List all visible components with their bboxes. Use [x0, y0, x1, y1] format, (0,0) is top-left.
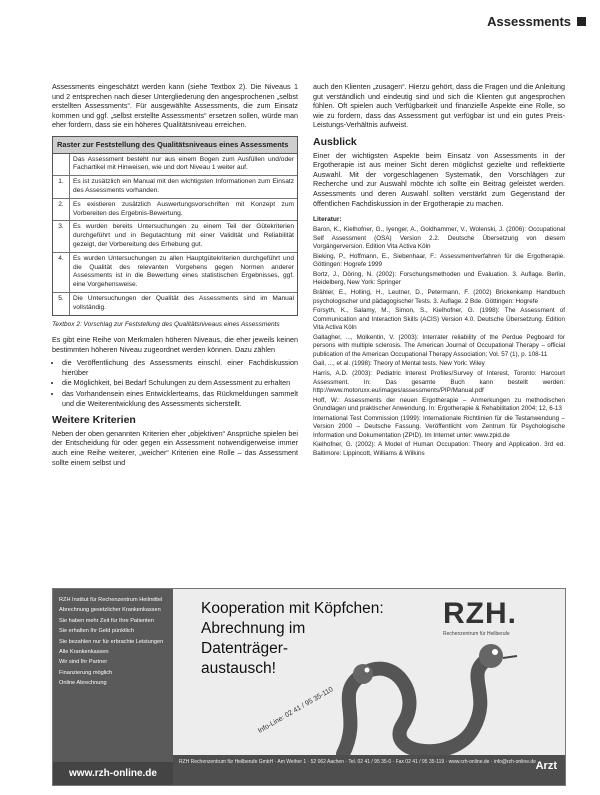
- literature-list: [313, 216, 565, 458]
- ad-sidebar-line: Sie bezahlen nur für erbrachte Leistungen: [59, 638, 164, 645]
- textbox-title: Raster zur Feststellung des Qualitätsniveaus eines Assessments: [53, 137, 297, 154]
- reference: Bortz, J., Döring, N. (2002): Forschungsmethoden und Evaluation. 3. Auflage. Berlin, Heidelberg, New York: Springer: [313, 271, 565, 287]
- textbox-2: [52, 136, 298, 316]
- ad-footer-text: RZH Rechenzentrum für Heilberufe GmbH · Am Weiher 1 · 52 062 Aachen · Tel. 02 41 / 95 35-0 · Fax 02 41 / 95 35-119 · www.rzh-online.de · info@rzh-online.de: [179, 759, 536, 765]
- ad-sidebar-line: Abrechnung gesetzlicher Krankenkassen: [59, 607, 161, 614]
- reference: Brähler, E., Holling, H., Leutner, D., Petermann, F. (2002) Brickenkamp Handbuch psychologischer und pädagogischer Tests. 3. Auflage. 2 Bde. Göttingen: Hogrefe: [313, 289, 565, 305]
- intro-paragraph: Assessments eingeschätzt werden kann (siehe Textbox 2). Die Niveaus 1 und 2 entsprechen nach dieser Untergliederung den angesprochenen „selbst erstellten Assessments“. Für ausgewählte Assessments, die zum Einsatz kommen und ggf. „selbst erstellte Assessments“ ersetzen sollen, würde man eher fordern, dass sie ein höheres Qualitätsniveau erreichen.: [52, 82, 298, 130]
- section-header: [487, 14, 586, 29]
- literature-heading: Literatur:: [313, 216, 342, 224]
- ad-sidebar-line: Sie erhalten Ihr Geld pünktlich: [59, 628, 134, 635]
- textbox-row: 4. Es wurden Untersuchungen zu allen Hauptgütekriterien durchgeführt und die Qualität des relevanten Vorgehens gegen Normen anderer Assessments ist in die Bewertung eines statistischen Ergebnisses, ggf. eine Vorgehensweise.: [53, 253, 297, 293]
- list-item: • die Veröffentlichung des Assessments einschl. einer Fachdiskussion hierüber: [62, 358, 298, 377]
- left-column: [52, 82, 298, 471]
- section-title: Assessments: [487, 14, 571, 29]
- ad-sidebar-line: Wir sind Ihr Partner: [59, 659, 108, 666]
- textbox-row: 1. Es ist zusätzlich ein Manual mit den wichtigsten Informationen zum Einsatz des Assessments vorhanden.: [53, 176, 297, 199]
- textbox-caption: Textbox 2: Vorschlag zur Feststellung des Qualitätsniveaus eines Assessments: [52, 320, 280, 328]
- ad-sidebar-line: RZH Institut für Rechenzentrum Heilmittel: [59, 597, 163, 603]
- ad-headline: Kooperation mit Köpfchen: Abrechnung im Datenträger- austausch!: [201, 600, 384, 677]
- ad-url-link[interactable]: www.rzh-online.de: [53, 762, 173, 785]
- advertisement[interactable]: [52, 588, 566, 786]
- reference: Harris, A.D. (2003): Pediatric Interest Profiles/Survey of Interest, Toronto: Harcourt Assessment. In: Das gesamte Buch kann bestellt werden: http://www.motoruxx.eu/images/assessments/PIP/Manual.pdf: [313, 370, 565, 394]
- paragraph: Einer der wichtigsten Aspekte beim Einsatz von Assessments in der Ergotherapie ist aus meiner Sicht deren möglichst gezielte und reflektierte Auswahl. Mit der vorgeschlagenen Systematik, den Vorschlägen zur Recherche und zur Auswahl möchte ich sollte ein Beitrag geleistet werden. Assessments und deren Auswahl sollten verstärkt zum Gegenstand der öffentlichen Fachdiskussion in der Ergotherapie zu machen.: [313, 150, 565, 208]
- heading-weitere-kriterien: Weitere Kriterien: [52, 414, 136, 427]
- reference: Gall, ..., et al. (1998): Theory of Mental tests. New York: Wiley: [313, 360, 485, 368]
- reference: Gallagher, ..., Molkentin, V. (2003): Interrater reliability of the Perdue Pegboard for persons with multiple sclerosis. The American Journal of Occupational Therapy – official publication of the American Occupational Therapy Association; Vol. 57 (1), p. 108-11: [313, 333, 565, 358]
- paragraph: auch den Klienten „zusagen“. Hierzu gehört, dass die Fragen und die Anleitung gut verständlich und eindeutig sind und sich die Klienten gut angesprochen fühlen. Oft spielen auch Verfügbarkeit und finanzielle Aspekte eine Rolle, so wie zu fordern, dass das Assessment gut verfügbar ist und ein gutes Preis-Leistungs-Verhältnis aufweist.: [313, 82, 565, 130]
- list-item: • die Möglichkeit, bei Bedarf Schulungen zu dem Assessment zu erhalten: [62, 378, 298, 388]
- textbox-row: 5. Die Untersuchungen der Qualität des Assessments sind im Manual vollständig.: [53, 293, 297, 315]
- ad-footer-logo: Arzt: [535, 760, 557, 772]
- reference: International Test Commission (1999): Internationale Richtlinien für die Testanwendung – Version 2000 – Deutsche Fassung. Veröffentlicht vom Zentrum für Psychologische Information und Dokumentation (ZPID). Im Internet unter: www.zpid.de: [313, 415, 565, 439]
- reference: Kielhofner, G. (2002): A Model of Human Occupation: Theory and Application. 3rd ed. Baltimore: Lippincott, Williams & Wilkins: [313, 441, 565, 457]
- ad-sidebar: [53, 589, 173, 785]
- paragraph: Es gibt eine Reihe von Merkmalen höheren Niveaus, die eher jeweils keinen bestimmten höheren Niveau zugeordnet werden können. Dazu zählen: [52, 335, 298, 354]
- textbox-row: Das Assessment besteht nur aus einem Bogen zum Ausfüllen und/oder Fachartikel mit Hinweisen, wie und dort Niveau 1 weiter auf.: [53, 154, 297, 177]
- right-column: [313, 82, 565, 460]
- ad-sidebar-line: Sie haben mehr Zeit für Ihre Patienten: [59, 617, 154, 624]
- heading-ausblick: Ausblick: [313, 135, 357, 148]
- ad-footer: [173, 755, 565, 785]
- rzh-logo: RZH. Rechenzentrum für Heilberufe: [443, 597, 517, 637]
- ad-sidebar-line: Online Abrechnung: [59, 680, 107, 687]
- snake-illustration-icon: [323, 634, 543, 764]
- list-item: • das Vorhandensein eines Entwicklerteams, das Rückmeldungen sammelt und die Weiterentwicklung des Assessments sicherstellt.: [62, 389, 298, 408]
- reference: Forsyth, K., Salamy, M., Simon, S., Kielhofner, G. (1998): The Assessment of Communication and Interaction Skills (ACIS) Version 4.0. Deutsche Übersetzung. Edition Vita Activa Köln: [313, 307, 565, 332]
- reference: Hoff, W.: Assessments der neuen Ergotherapie – Anmerkungen zu methodischen Grundlagen und praktischer Anwendung. In: Ergotherapie & Rehabilitation 2004; 12, 6-13: [313, 396, 565, 413]
- phone-info: Info-Line: 02 41 / 95 35-110: [256, 686, 335, 735]
- textbox-row: 2. Es existieren zusätzlich Auswertungsvorschriften mit Konzept zum Vorbereiten des Ergebnis-Bewertung.: [53, 199, 297, 222]
- section-square-icon: [577, 17, 586, 26]
- reference: Baron, K., Kielhofner, G., Iyenger, A., Goldhammer, V., Wolenski, J. (2006): Occupational Self Assessment (OSA) Version 2.2. Deutsche Übersetzung von diesem Vorgängerversion. Edition Vita Activa Köln: [313, 226, 565, 251]
- ad-sidebar-line: Alle Krankenkassen: [59, 649, 109, 656]
- reference: Bieking, P., Hoffmann, E., Siebenhaar, F.: Assessmentverfahren für die Ergotherapie. Göttingen: Hogrefe 1999: [313, 252, 565, 269]
- ad-sidebar-line: Finanzierung möglich: [59, 669, 113, 676]
- textbox-row: 3. Es wurden bereits Untersuchungen zu einem Teil der Gütekriterien durchgeführt und in Begutachtung mit einer Validität und Reliabilität gezeigt, der Vorbereitung des Erhebung gut.: [53, 221, 297, 252]
- bullet-list: [52, 358, 298, 408]
- paragraph: Neben der oben genannten Kriterien eher „objektiven“ Ansprüche spielen bei der Entscheidung für oder gegen ein Assessment notwendigerweise immer auch eine Reihe weiterer, „weicher“ Kriterien eine Rolle – das Assessment sollte einem selbst und: [52, 428, 298, 467]
